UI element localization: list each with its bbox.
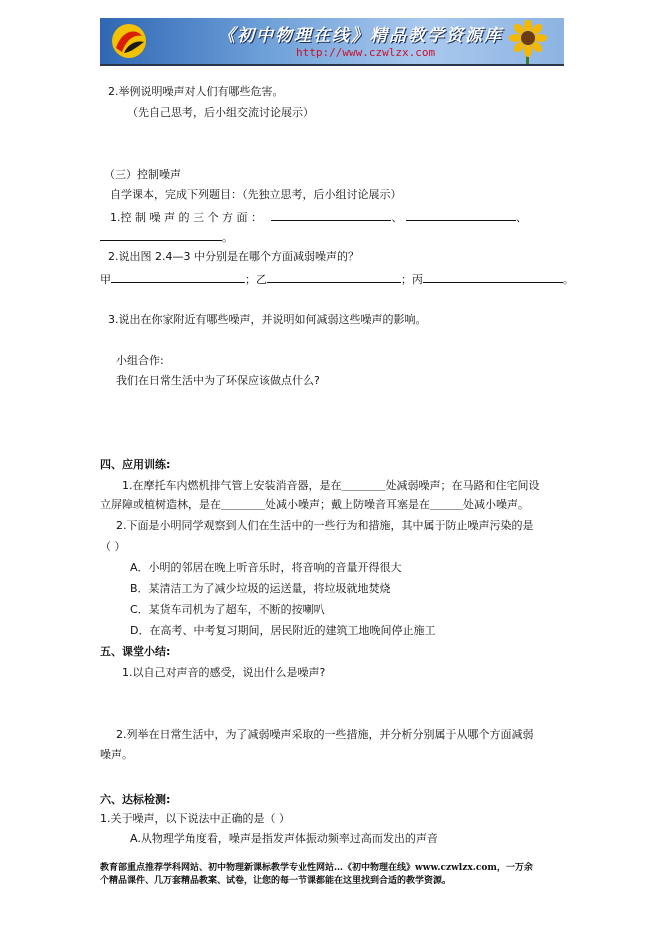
header-rule xyxy=(100,64,564,65)
question-figure: 2.说出图 2.4—3 中分别是在哪个方面减弱噪声的？ xyxy=(108,250,359,263)
option-a: A．小明的邻居在晚上听音乐时，将音响的音量开得很大 xyxy=(130,561,402,574)
label-yi: ；乙 xyxy=(245,273,267,286)
application-1-line2: 立屏障或植树造林，是在＿＿＿＿处减小噪声；戴上防噪音耳塞是在＿＿＿处减小噪声。 xyxy=(100,498,529,511)
application-1-line1: 1.在摩托车内燃机排气管上安装消音器，是在＿＿＿＿处减弱噪声；在马路和住宅间设 xyxy=(122,479,540,492)
footer-line-1: 教育部重点推荐学科网站、初中物理新课标教学专业性网站…《初中物理在线》www.czwlzx.com，一万余 xyxy=(100,863,533,873)
test-1-question: 1.关于噪声，以下说法中正确的是（ ） xyxy=(100,812,290,825)
section-3-intro: 自学课本，完成下列题目：（先独立思考，后小组讨论展示） xyxy=(110,188,402,201)
answer-blank-3[interactable] xyxy=(100,229,222,241)
page-footer xyxy=(100,862,566,888)
label-jia: 甲 xyxy=(100,273,111,286)
application-2-question: 2.下面是小明同学观察到人们在生活中的一些行为和措施，其中属于防止噪声污染的是 xyxy=(116,519,534,532)
sunflower-icon xyxy=(498,20,558,64)
question-control-line2 xyxy=(100,229,233,245)
group-work-title: 小组合作: xyxy=(116,354,164,367)
section-5-title: 五、课堂小结: xyxy=(100,645,171,658)
test-1-option-a: A.从物理学角度看，噪声是指发声体振动频率过高而发出的声音 xyxy=(130,832,438,845)
answer-blank-jia[interactable] xyxy=(111,271,245,283)
summary-1: 1.以自己对声音的感受，说出什么是噪声? xyxy=(122,666,326,679)
question-harm-hint: （先自己思考，后小组交流讨论展示） xyxy=(127,106,314,119)
separator: 、 xyxy=(391,211,403,224)
summary-2-line1: 2.列举在日常生活中，为了减弱噪声采取的一些措施，并分析分别属于从哪个方面减弱 xyxy=(116,728,534,741)
section-6-title: 六、达标检测: xyxy=(100,793,171,806)
group-work-question: 我们在日常生活中为了环保应该做点什么? xyxy=(116,374,320,387)
question-control-label: 1.控 制 噪 声 的 三 个 方 面 ： xyxy=(110,211,262,224)
header-banner xyxy=(100,18,564,66)
answer-blank-yi[interactable] xyxy=(267,271,401,283)
summary-2-line2: 噪声。 xyxy=(100,748,133,761)
answer-blank-2[interactable] xyxy=(406,209,516,221)
separator: 。 xyxy=(563,273,574,286)
application-2-paren: （ ） xyxy=(100,540,126,553)
label-bing: ；丙 xyxy=(401,273,423,286)
footer-line-2: 个精品课件、几万套精品教案、试卷，让您的每一节课都能在这里找到合适的教学资源。 xyxy=(100,876,452,886)
question-harm: 2.举例说明噪声对人们有哪些危害。 xyxy=(108,85,284,98)
option-b: B．某清洁工为了减少垃圾的运送量，将垃圾就地焚烧 xyxy=(130,582,391,595)
option-c: C．某货车司机为了超车，不断的按喇叭 xyxy=(130,603,325,616)
section-3-title: （三）控制噪声 xyxy=(104,168,181,181)
site-url[interactable]: http://www.czwlzx.com xyxy=(296,46,436,59)
section-4-title: 四、应用训练: xyxy=(100,458,171,471)
site-logo-icon xyxy=(110,22,148,60)
figure-answers xyxy=(100,271,574,287)
site-title: 《初中物理在线》精品教学资源库 xyxy=(218,26,503,46)
option-d: D．在高考、中考复习期间，居民附近的建筑工地晚间停止施工 xyxy=(130,624,436,637)
separator: 。 xyxy=(222,231,233,244)
question-control-aspects xyxy=(110,209,527,225)
separator: 、 xyxy=(515,211,527,224)
answer-blank-bing[interactable] xyxy=(423,271,563,283)
answer-blank-1[interactable] xyxy=(271,209,391,221)
question-home-noise: 3.说出在你家附近有哪些噪声，并说明如何减弱这些噪声的影响。 xyxy=(108,313,427,326)
